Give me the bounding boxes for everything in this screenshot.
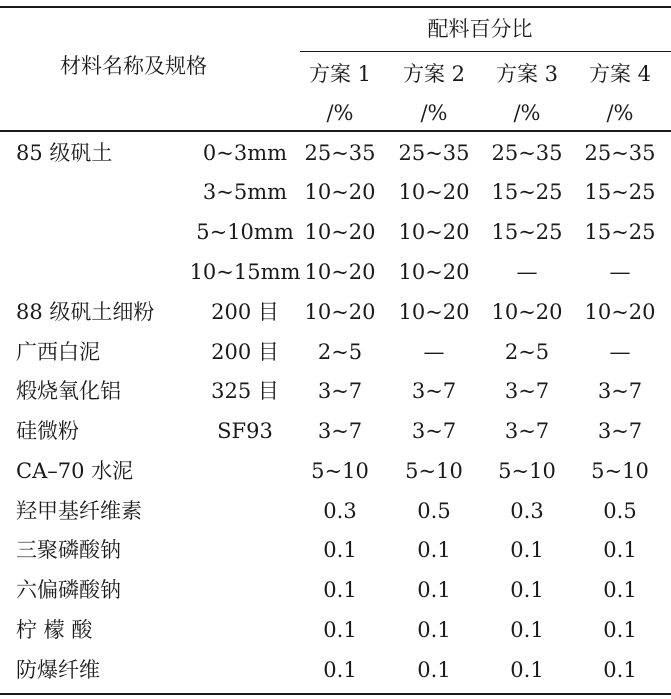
ratio-value: 3~7 [411,419,457,443]
ratio-value: 0.1 [417,618,451,642]
ratio-value: 10~20 [304,300,376,324]
ratio-value: 2~5 [317,340,363,364]
ratio-value: 10~20 [584,300,656,324]
ratio-value: 10~20 [304,180,376,204]
plan-header: 方案 2 [402,62,466,86]
material-spec: 10~15mm [189,260,301,284]
ratio-value: 0.1 [603,578,637,602]
ratio-value: 25~35 [584,141,656,165]
ratio-value: 10~20 [491,300,563,324]
material-spec: SF93 [217,419,273,443]
material-spec: 200 目 [211,300,279,324]
ratio-value: 15~25 [491,220,563,244]
material-name: 广西白泥 [16,340,100,364]
ratio-value: 15~25 [584,220,656,244]
ratio-value: 0.1 [510,578,544,602]
material-spec: 3~5mm [202,180,288,204]
ratio-value: 3~7 [317,419,363,443]
ratio-value: 0.3 [323,499,357,523]
material-name: 三聚磷酸钠 [16,538,121,562]
header-rule [0,130,671,132]
ratio-value: 0.1 [323,618,357,642]
ratio-value: 10~20 [398,300,470,324]
ratio-value: 0.1 [417,538,451,562]
ratio-value: 2~5 [504,340,550,364]
plan-header: 方案 4 [588,62,652,86]
material-spec: 0~3mm [202,141,288,165]
unit-header: /% [420,101,448,125]
ratio-value: 25~35 [491,141,563,165]
ratio-value: 0.1 [603,538,637,562]
ratio-value: 3~7 [597,379,643,403]
plan-header: 方案 1 [308,62,372,86]
ratio-value: 0.5 [603,499,637,523]
ratio-value: 10~20 [304,220,376,244]
material-name: 85 级矾土 [16,141,113,165]
ratio-value: 0.1 [510,658,544,682]
ratio-value: 0.1 [417,658,451,682]
ratio-value: 0.5 [417,499,451,523]
material-name: 羟甲基纤维素 [16,499,142,523]
ratio-value: 5~10 [311,459,369,483]
top-rule [0,6,671,8]
ratio-value: 0.1 [417,578,451,602]
group-header: 配料百分比 [427,17,533,41]
material-spec: 5~10mm [196,220,294,244]
material-name: 防爆纤维 [16,658,100,682]
material-spec: 325 目 [211,379,279,403]
material-name: 煅烧氧化铝 [16,379,121,403]
ratio-value: 0.1 [603,618,637,642]
ratio-value: 0.1 [323,538,357,562]
ratio-value: — [516,260,538,284]
ratio-value: 10~20 [304,260,376,284]
ratio-value: 3~7 [504,419,550,443]
ratio-value: — [609,340,631,364]
ratio-value: — [423,340,445,364]
ratio-value: 10~20 [398,180,470,204]
ratio-value: — [609,260,631,284]
ratio-value: 5~10 [591,459,649,483]
ratio-value: 0.1 [510,538,544,562]
ratio-value: 15~25 [491,180,563,204]
ratio-value: 0.3 [510,499,544,523]
ratio-value: 5~10 [405,459,463,483]
material-name: 硅微粉 [16,419,79,443]
ratio-value: 0.1 [323,658,357,682]
ratio-value: 25~35 [304,141,376,165]
plan-header: 方案 3 [495,62,559,86]
ratio-value: 3~7 [597,419,643,443]
bottom-rule [0,693,671,695]
unit-header: /% [606,101,634,125]
ratio-value: 0.1 [323,578,357,602]
ratio-value: 3~7 [411,379,457,403]
group-rule [300,51,671,52]
material-column-header: 材料名称及规格 [60,54,207,78]
material-name: CA–70 水泥 [16,459,134,483]
material-name: 柠 檬 酸 [16,618,93,642]
material-spec: 200 目 [211,340,279,364]
ratio-value: 3~7 [504,379,550,403]
ratio-value: 0.1 [603,658,637,682]
ratio-value: 3~7 [317,379,363,403]
material-name: 六偏磷酸钠 [16,578,121,602]
unit-header: /% [513,101,541,125]
ratio-value: 10~20 [398,260,470,284]
ratio-value: 25~35 [398,141,470,165]
material-name: 88 级矾土细粉 [16,300,155,324]
ratio-value: 0.1 [510,618,544,642]
unit-header: /% [326,101,354,125]
ratio-value: 10~20 [398,220,470,244]
ratio-value: 15~25 [584,180,656,204]
ratio-value: 5~10 [498,459,556,483]
